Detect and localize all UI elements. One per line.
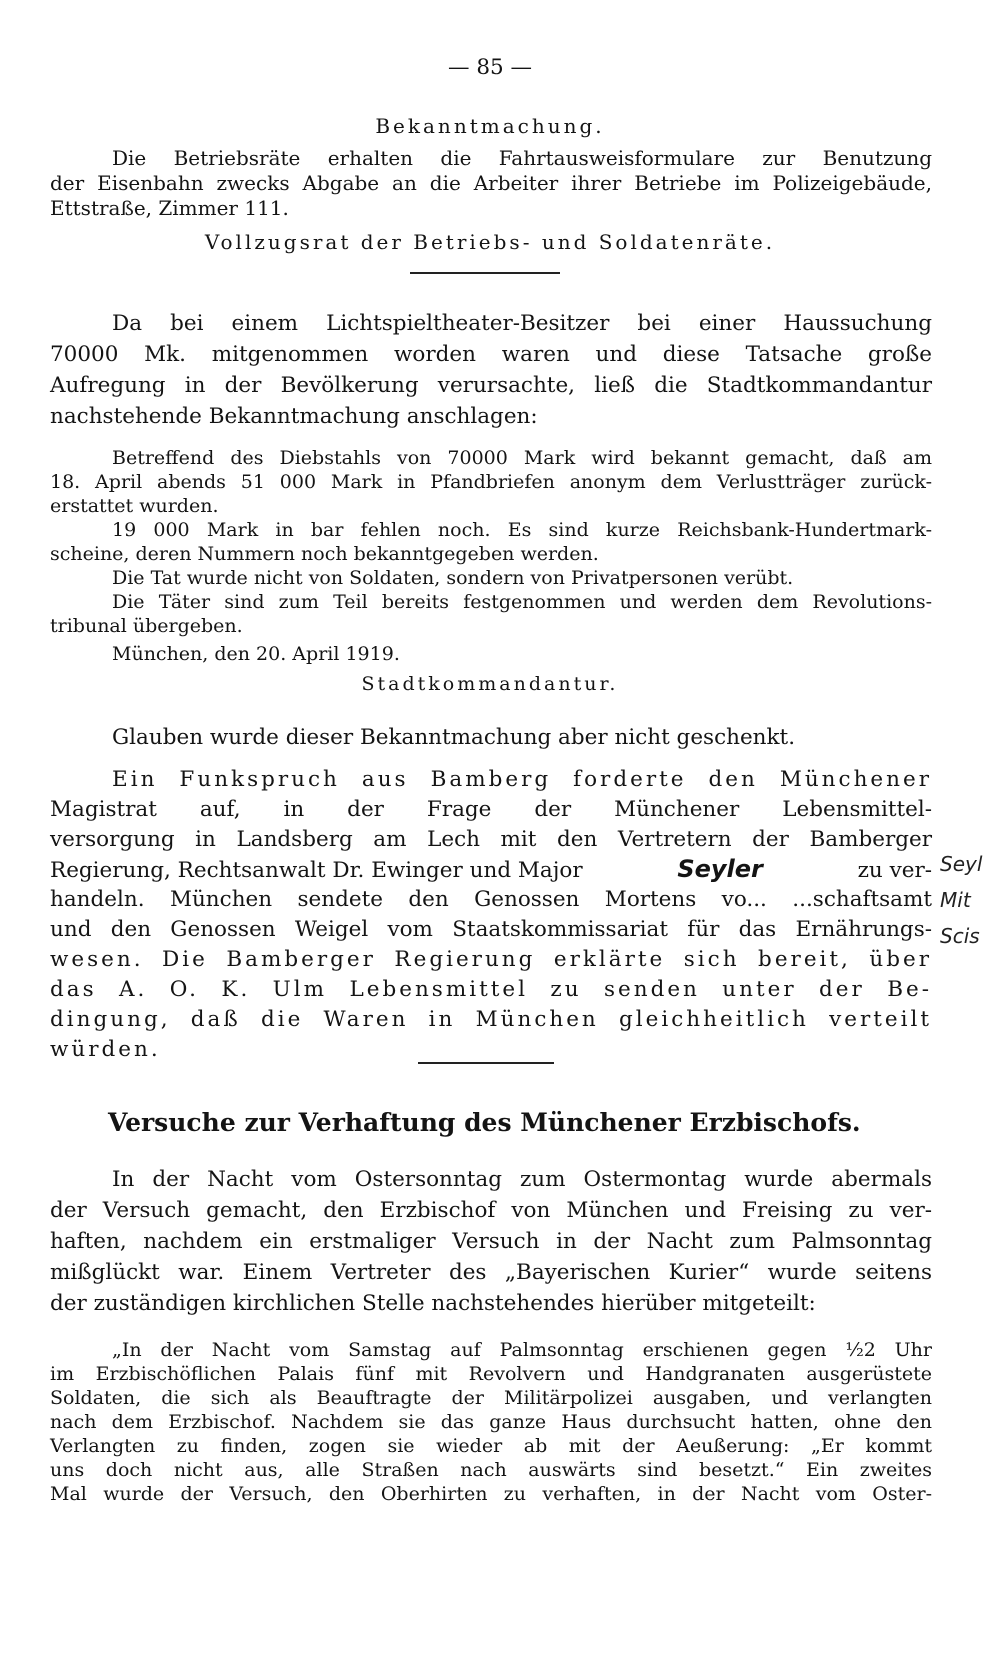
paragraph-line: und den Genossen Weigel vom Staatskommissariat für das Ernährungs- [50, 917, 932, 942]
notice2-line: scheine, deren Nummern noch bekanntgegeben werden. [50, 543, 599, 565]
quote-line: uns doch nicht aus, alle Straßen nach auswärts sind besetzt.“ Ein zweites [50, 1459, 932, 1481]
paragraph-line: wesen. Die Bamberger Regierung erklärte sich bereit, über [50, 947, 932, 972]
paragraph-line: nachstehende Bekanntmachung anschlagen: [50, 404, 538, 429]
paragraph-line: der Versuch gemacht, den Erzbischof von München und Freising zu ver- [50, 1198, 932, 1223]
paragraph-line: mißglückt war. Einem Vertreter des „Bayerischen Kurier“ wurde seitens [50, 1260, 932, 1285]
paragraph-line: würden. [50, 1037, 161, 1062]
notice1-line: der Eisenbahn zwecks Abgabe an die Arbeiter ihrer Betriebe im Polizeigebäude, [50, 171, 932, 195]
paragraph-line: Aufregung in der Bevölkerung verursachte, ließ die Stadtkommandantur [50, 373, 932, 398]
section-divider [410, 272, 560, 274]
notice-title: Bekanntmachung. [375, 114, 605, 138]
paragraph-line: dingung, daß die Waren in München gleichheitlich verteilt [50, 1007, 932, 1032]
notice2-line: 19 000 Mark in bar fehlen noch. Es sind kurze Reichsbank-Hundertmark- [112, 519, 932, 541]
notice2-date: München, den 20. April 1919. [112, 643, 400, 665]
paragraph-line: In der Nacht vom Ostersonntag zum Ostermontag wurde abermals [112, 1167, 932, 1192]
quote-line: Verlangten zu finden, zogen sie wieder ab mit der Aeußerung: „Er kommt [50, 1435, 932, 1457]
paragraph-line: der zuständigen kirchlichen Stelle nachstehendes hierüber mitgeteilt: [50, 1291, 816, 1316]
notice2-line: Die Tat wurde nicht von Soldaten, sondern von Privatpersonen verübt. [112, 567, 794, 589]
paragraph-line: das A. O. K. Ulm Lebensmittel zu senden unter der Be- [50, 977, 932, 1002]
notice1-signature: Vollzugsrat der Betriebs- und Soldatenräte. [204, 230, 776, 254]
handwritten-correction: Seyler [677, 855, 763, 883]
paragraph-line: 70000 Mk. mitgenommen worden waren und diese Tatsache große [50, 342, 932, 367]
paragraph-line: Ein Funkspruch aus Bamberg forderte den Münchener [112, 767, 932, 792]
paragraph-line: handeln. München sendete den Genossen Mortens vo... ...schaftsamt [50, 887, 932, 912]
paragraph-line: Glauben wurde dieser Bekanntmachung aber nicht geschenkt. [112, 725, 796, 750]
notice2-line: Betreffend des Diebstahls von 70000 Mark wird bekannt gemacht, daß am [112, 447, 932, 469]
line-text: Regierung, Rechtsanwalt Dr. Ewinger und Major [50, 858, 583, 883]
quote-line: Mal wurde der Versuch, den Oberhirten zu verhaften, in der Nacht vom Oster- [50, 1483, 932, 1505]
notice1-line: Die Betriebsräte erhalten die Fahrtausweisformulare zur Benutzung [112, 146, 932, 170]
quote-line: nach dem Erzbischof. Nachdem sie das ganze Haus durchsucht hatten, ohne den [50, 1411, 932, 1433]
paragraph-line: Da bei einem Lichtspieltheater-Besitzer bei einer Haussuchung [112, 311, 932, 336]
notice2-line: erstattet wurden. [50, 495, 219, 517]
notice2-line: Die Täter sind zum Teil bereits festgenommen und werden dem Revolutions- [112, 591, 932, 613]
notice1-line: Ettstraße, Zimmer 111. [50, 196, 289, 220]
line-text: zu ver- [857, 858, 932, 883]
paragraph-line: Magistrat auf, in der Frage der Münchener Lebensmittel- [50, 797, 932, 822]
notice2-line: tribunal übergeben. [50, 615, 243, 637]
section-heading: Versuche zur Verhaftung des Münchener Erzbischofs. [108, 1108, 861, 1137]
handwritten-margin-note: Seyl Mit Scis [940, 852, 983, 948]
paragraph-line: versorgung in Landsberg am Lech mit den Vertretern der Bamberger [50, 827, 932, 852]
quote-line: Soldaten, die sich als Beauftragte der Militärpolizei ausgaben, und verlangten [50, 1387, 932, 1409]
section-divider [418, 1062, 554, 1064]
notice2-signature: Stadtkommandantur. [361, 673, 619, 695]
quote-line: „In der Nacht vom Samstag auf Palmsonntag erschienen gegen ½2 Uhr [112, 1339, 932, 1361]
page-number: — 85 — [447, 55, 533, 80]
paragraph-line: haften, nachdem ein erstmaliger Versuch in der Nacht zum Palmsonntag [50, 1229, 932, 1254]
quote-line: im Erzbischöflichen Palais fünf mit Revolvern und Handgranaten ausgerüstete [50, 1363, 932, 1385]
paragraph-line [50, 854, 932, 886]
notice2-line: 18. April abends 51 000 Mark in Pfandbriefen anonym dem Verlustträger zurück- [50, 471, 932, 493]
